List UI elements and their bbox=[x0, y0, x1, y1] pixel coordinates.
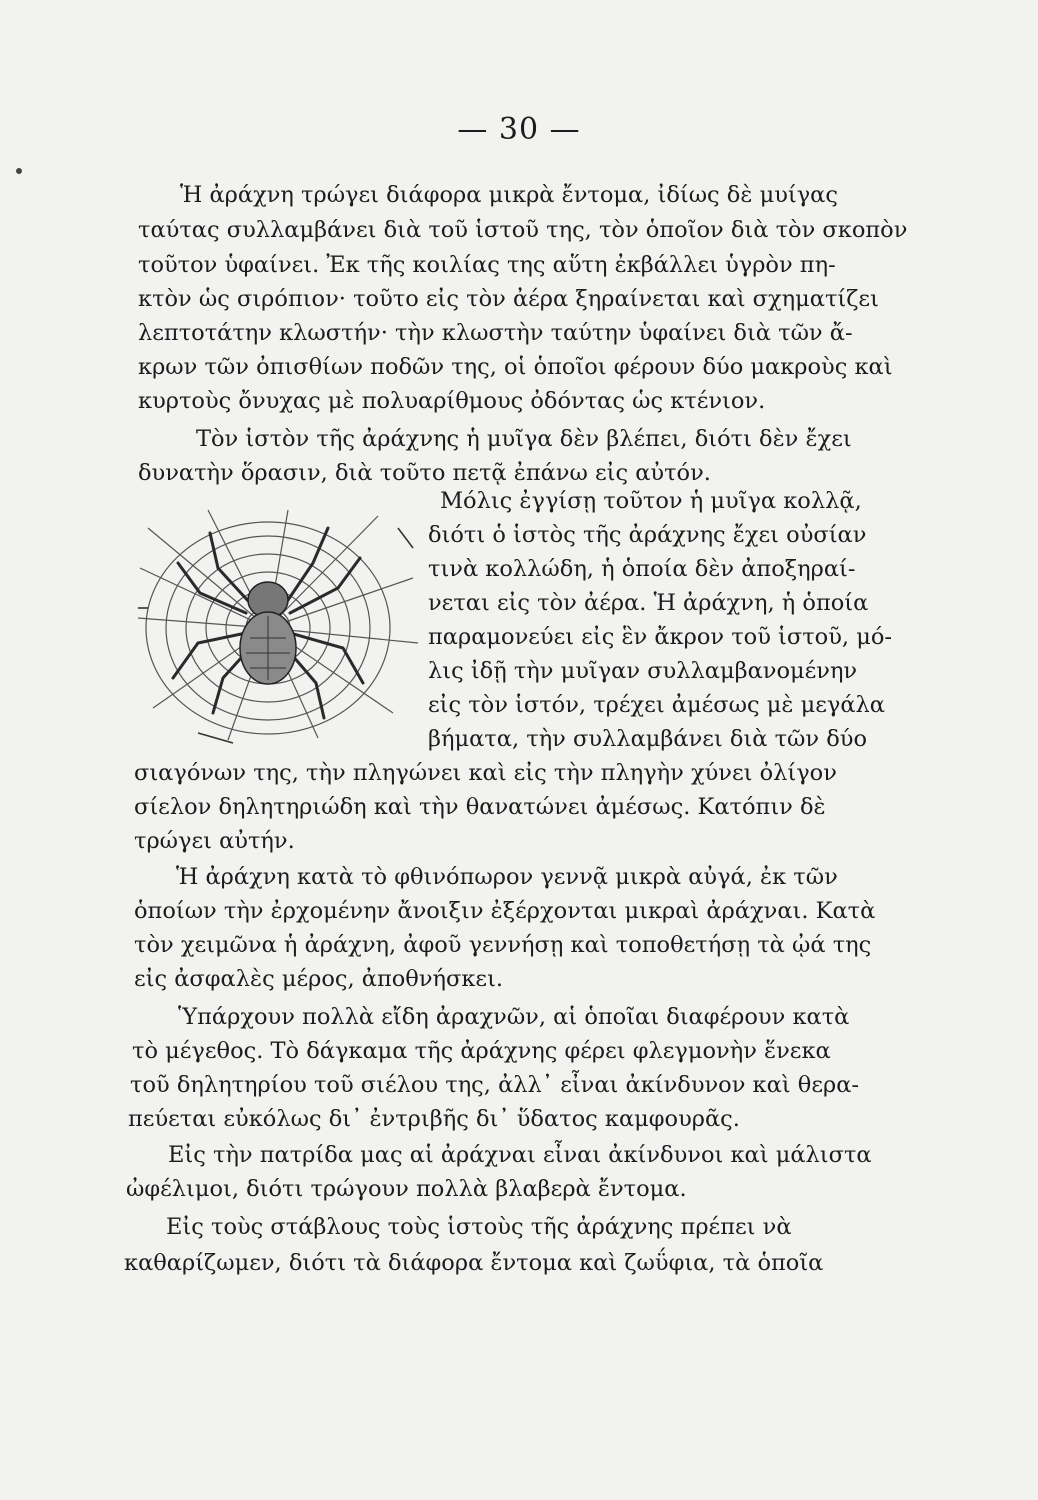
text-line: Ἡ ἀράχνη κατὰ τὸ φθινόπωρον γεννᾷ μικρὰ αὐγά, ἐκ τῶν bbox=[176, 864, 838, 890]
text-line: τὸ μέγεθος. Τὸ δάγκαμα τῆς ἀράχνης φέρει φλεγμονὴν ἕνεκα bbox=[132, 1038, 831, 1064]
text-line: Ἡ ἀράχνη τρώγει διάφορα μικρὰ ἔντομα, ἰδίως δὲ μυίγας bbox=[180, 182, 838, 208]
text-line: τοῦ δηλητηρίου τοῦ σιέλου της, ἀλλ᾽ εἶναι ἀκίνδυνον καὶ θερα- bbox=[130, 1072, 860, 1098]
text-line: Τὸν ἱστὸν τῆς ἀράχνης ἡ μυῖγα δὲν βλέπει, διότι δὲν ἔχει bbox=[196, 426, 852, 452]
text-line: τρώγει αὐτήν. bbox=[134, 828, 295, 854]
text-line: κρων τῶν ὀπισθίων ποδῶν της, οἱ ὁποῖοι φέρουν δύο μακροὺς καὶ bbox=[138, 354, 893, 380]
text-line: εἰς ἀσφαλὲς μέρος, ἀποθνήσκει. bbox=[134, 966, 504, 992]
text-line: σίελον δηλητηριώδη καὶ τὴν θανατώνει ἀμέσως. Κατόπιν δὲ bbox=[134, 794, 826, 820]
text-line: δυνατὴν ὅρασιν, διὰ τοῦτο πετᾷ ἐπάνω εἰς αὐτόν. bbox=[138, 460, 711, 486]
text-line: διότι ὁ ἱστὸς τῆς ἀράχνης ἔχει οὐσίαν bbox=[428, 522, 867, 548]
text-line: εἰς τὸν ἱστόν, τρέχει ἀμέσως μὲ μεγάλα bbox=[428, 692, 885, 718]
text-line: κτὸν ὡς σιρόπιον· τοῦτο εἰς τὸν ἀέρα ξηραίνεται καὶ σχηματίζει bbox=[138, 286, 879, 312]
text-line: Μόλις ἐγγίσῃ τοῦτον ἡ μυῖγα κολλᾷ, bbox=[440, 488, 862, 514]
text-line: ὁποίων τὴν ἐρχομένην ἄνοιξιν ἐξέρχονται μικραὶ ἀράχναι. Κατὰ bbox=[134, 898, 876, 924]
text-line: λις ἰδῇ τὴν μυῖγαν συλλαμβανομένην bbox=[428, 658, 858, 684]
page-speck bbox=[16, 168, 22, 174]
text-line: ὠφέλιμοι, διότι τρώγουν πολλὰ βλαβερὰ ἔντομα. bbox=[126, 1176, 687, 1202]
text-line: Εἰς τοὺς στάβλους τοὺς ἱστοὺς τῆς ἀράχνης πρέπει νὰ bbox=[166, 1214, 792, 1240]
text-line: σιαγόνων της, τὴν πληγώνει καὶ εἰς τὴν πληγὴν χύνει ὀλίγον bbox=[134, 760, 837, 786]
text-line: Ὑπάρχουν πολλὰ εἴδη ἀραχνῶν, αἱ ὁποῖαι διαφέρουν κατὰ bbox=[178, 1004, 850, 1030]
text-line: κυρτοὺς ὄνυχας μὲ πολυαρίθμους ὀδόντας ὡς κτένιον. bbox=[138, 388, 766, 414]
text-line: τινὰ κολλώδη, ἡ ὁποία δὲν ἀποξηραί- bbox=[428, 556, 856, 582]
text-line: λεπτοτάτην κλωστήν· τὴν κλωστὴν ταύτην ὑφαίνει διὰ τῶν ἄ- bbox=[138, 320, 853, 346]
text-line: ταύτας συλλαμβάνει διὰ τοῦ ἱστοῦ της, τὸν ὁποῖον διὰ τὸν σκοπὸν bbox=[138, 217, 908, 243]
text-line: παραμονεύει εἰς ἓν ἄκρον τοῦ ἱστοῦ, μό- bbox=[428, 624, 892, 650]
spider-web-illustration bbox=[138, 508, 428, 748]
text-line: καθαρίζωμεν, διότι τὰ διάφορα ἔντομα καὶ ζωΰφια, τὰ ὁποῖα bbox=[124, 1250, 824, 1276]
page-number: — 30 — bbox=[457, 112, 581, 147]
text-line: βήματα, τὴν συλλαμβάνει διὰ τῶν δύο bbox=[428, 726, 868, 752]
text-line: πεύεται εὐκόλως δι᾽ ἐντριβῆς δι᾽ ὕδατος καμφουρᾶς. bbox=[128, 1106, 740, 1132]
text-line: τὸν χειμῶνα ἡ ἀράχνη, ἀφοῦ γεννήσῃ καὶ τοποθετήσῃ τὰ ᾠά της bbox=[134, 932, 872, 958]
text-line: Εἰς τὴν πατρίδα μας αἱ ἀράχναι εἶναι ἀκίνδυνοι καὶ μάλιστα bbox=[168, 1142, 872, 1168]
text-line: τοῦτον ὑφαίνει. Ἐκ τῆς κοιλίας της αὕτη ἐκβάλλει ὑγρὸν πη- bbox=[138, 252, 836, 278]
text-line: νεται εἰς τὸν ἀέρα. Ἡ ἀράχνη, ἡ ὁποία bbox=[428, 590, 869, 616]
